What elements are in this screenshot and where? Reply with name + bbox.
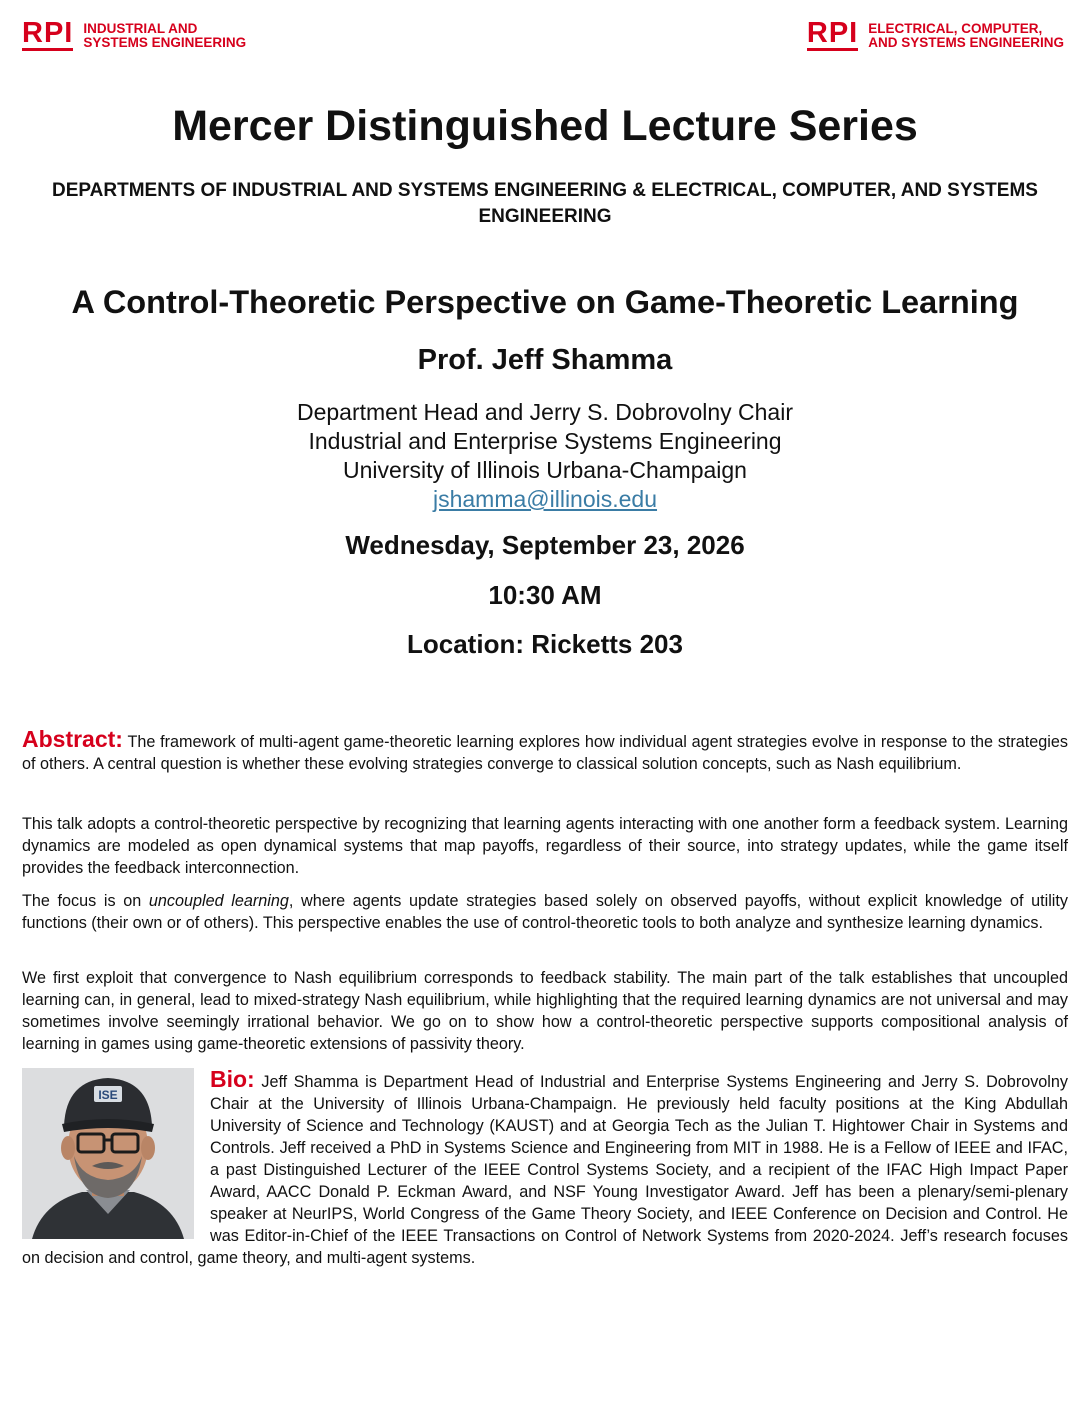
ise-logo-line2: SYSTEMS ENGINEERING — [83, 34, 247, 50]
ise-logo — [22, 17, 247, 51]
speaker-affiliation — [0, 398, 1090, 514]
abstract-text-1: The framework of multi-agent game-theoretic learning explores how individual agent strategies evolve in response to the strategies of others. A central question is whether these evolving strategies converge to classical solution concepts, such as Nash equilibrium. — [22, 733, 1068, 773]
abstract-paragraph-1 — [22, 728, 1068, 775]
abstract-heading: Abstract: — [22, 726, 123, 752]
abstract-emphasis: uncoupled learning — [148, 892, 289, 910]
event-time: 10:30 AM — [488, 580, 602, 610]
bio-text: Jeff Shamma is Department Head of Industrial and Enterprise Systems Engineering and Jerry S. Dobrovolny Chair at the University of Illinois Urbana-Champaign. He previously held faculty positions at the King Abdullah University of Science and Technology (KAUST) and at Georgia Tech as the Julian T. Hightower Chair in Systems and Controls. Jeff received a PhD in Systems Science and Engineering from MIT in 1988. He is a Fellow of IEEE and IFAC, a past Distinguished Lecturer of the IEEE Control Systems Society, and a recipient of the IFAC High Impact Paper Award, AACC Donald P. Eckman Award, and NSF Young Investigator Award. Jeff has been a plenary/semi-plenary speaker at NeurIPS, World Congress of the Game Theory Society, and IEEE Conference on Decision and Control. He was Editor-in-Chief of the IEEE Transactions on Control of Network Systems from 2020-2024. Jeff’s research focuses on decision and control, game theory, and multi-agent systems. — [22, 1073, 1068, 1267]
abstract-paragraph-4: We first exploit that convergence to Nash equilibrium corresponds to feedback stability. The main part of the talk establishes that uncoupled learning can, in general, lead to mixed-strategy Nash equilibrium, while highlighting that the required learning dynamics are not universal and may sometimes involve seemingly irrational behavior. We go on to show how a control-theoretic perspective supports compositional analysis of learning in games using game-theoretic extensions of passivity theory. — [22, 969, 1068, 1053]
series-title: Mercer Distinguished Lecture Series — [172, 102, 918, 150]
abstract-text-3b: , where agents update strategies based solely on observed payoffs, without explicit knowledge of utility functions (their own or of others). This perspective enables the use of control-theoretic tools to both analyze and synthesize learning dynamics. — [22, 892, 1068, 932]
rpi-wordmark: RPI — [22, 17, 74, 49]
abstract-paragraph-2: This talk adopts a control-theoretic perspective by recognizing that learning agents interacting with one another form a feedback system. Learning dynamics are modeled as open dynamical systems that map payoffs, regardless of their source, into strategy updates, while the game itself provides the feedback interconnection. — [22, 815, 1068, 877]
departments-line: DEPARTMENTS OF INDUSTRIAL AND SYSTEMS ENGINEERING & ELECTRICAL, COMPUTER, AND SYSTEMS ENGINEERING — [52, 180, 1038, 227]
cap-logo-text: ISE — [98, 1088, 118, 1102]
event-location: Location: Ricketts 203 — [407, 629, 683, 659]
speaker-photo — [22, 1068, 194, 1239]
bio-section — [22, 1068, 1068, 1269]
bio-heading: Bio: — [210, 1066, 255, 1092]
abstract-paragraph-3 — [22, 890, 1068, 934]
ecse-logo-line1: ELECTRICAL, COMPUTER, — [868, 20, 1043, 36]
speaker-name: Prof. Jeff Shamma — [417, 344, 673, 376]
speaker-email-link[interactable]: jshamma@illinois.edu — [432, 486, 658, 512]
ecse-logo — [806, 17, 1064, 51]
ise-logo-line1: INDUSTRIAL AND — [83, 20, 198, 36]
talk-title: A Control-Theoretic Perspective on Game-Theoretic Learning — [71, 284, 1019, 320]
event-date: Wednesday, September 23, 2026 — [345, 530, 745, 560]
abstract-text-3a: The focus is on — [22, 892, 149, 910]
ecse-logo-line2: AND SYSTEMS ENGINEERING — [868, 34, 1064, 50]
speaker-department: Industrial and Enterprise Systems Engineering — [308, 428, 782, 454]
ecse-logo-text — [868, 22, 1064, 50]
ise-logo-text — [83, 22, 246, 50]
speaker-university: University of Illinois Urbana-Champaign — [343, 457, 747, 483]
speaker-position: Department Head and Jerry S. Dobrovolny Chair — [296, 399, 793, 425]
rpi-wordmark: RPI — [806, 17, 859, 49]
speaker-portrait-icon — [22, 1068, 194, 1239]
